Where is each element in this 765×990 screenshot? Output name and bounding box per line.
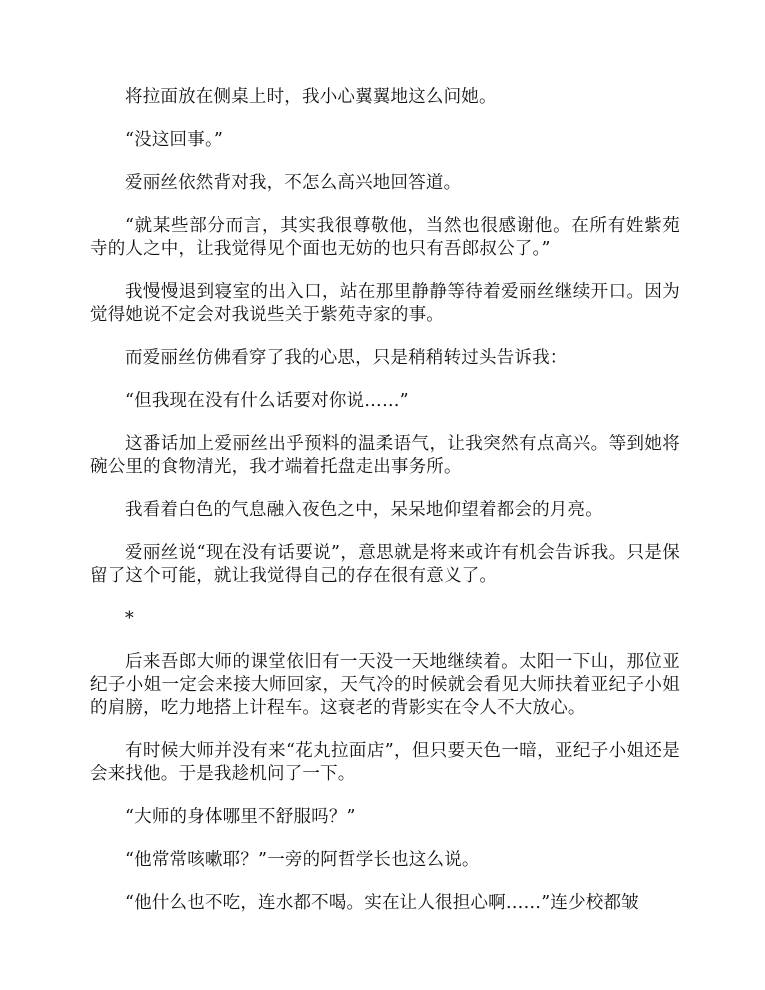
document-body xyxy=(90,86,680,935)
paragraph: 我看着白色的气息融入夜色之中，呆呆地仰望着都会的月亮。 xyxy=(125,500,603,520)
section-break: * xyxy=(125,609,134,629)
paragraph: “但我现在没有什么话要对你说……” xyxy=(125,391,409,411)
paragraph: “没这回事。” xyxy=(125,130,224,150)
paragraph: 将拉面放在侧桌上时，我小心翼翼地这么问她。 xyxy=(125,87,497,107)
paragraph: 爱丽丝依然背对我，不怎么高兴地回答道。 xyxy=(125,173,462,193)
paragraph: 有时候大师并没有来“花丸拉面店”，但只要天色一暗，亚纪子小姐还是会来找他。于是我趁机问了一下。 xyxy=(90,741,680,784)
paragraph: “他常常咳嗽耶？”一旁的阿哲学长也这么说。 xyxy=(125,850,480,870)
paragraph: “大师的身体哪里不舒服吗？” xyxy=(125,807,356,827)
paragraph: “他什么也不吃，连水都不喝。实在让人很担心啊……”连少校都皱 xyxy=(125,893,639,913)
paragraph: 这番话加上爱丽丝出乎预料的温柔语气，让我突然有点高兴。等到她将碗公里的食物清光，我才端着托盘走出事务所。 xyxy=(90,434,680,477)
paragraph: 而爱丽丝仿佛看穿了我的心思，只是稍稍转过头告诉我： xyxy=(125,348,568,368)
paragraph: 我慢慢退到寝室的出入口，站在那里静静等待着爱丽丝继续开口。因为觉得她说不定会对我说些关于紫苑寺家的事。 xyxy=(90,282,680,325)
paragraph: “就某些部分而言，其实我很尊敬他，当然也很感谢他。在所有姓紫苑寺的人之中，让我觉得见个面也无妨的也只有吾郎叔公了。” xyxy=(90,216,680,259)
paragraph: 爱丽丝说“现在没有话要说”，意思就是将来或许有机会告诉我。只是保留了这个可能，就让我觉得自己的存在很有意义了。 xyxy=(90,543,680,586)
paragraph: 后来吾郎大师的课堂依旧有一天没一天地继续着。太阳一下山，那位亚纪子小姐一定会来接大师回家，天气冷的时候就会看见大师扶着亚纪子小姐的肩膀，吃力地搭上计程车。这衰老的背影实在令人不大放心。 xyxy=(90,652,680,718)
